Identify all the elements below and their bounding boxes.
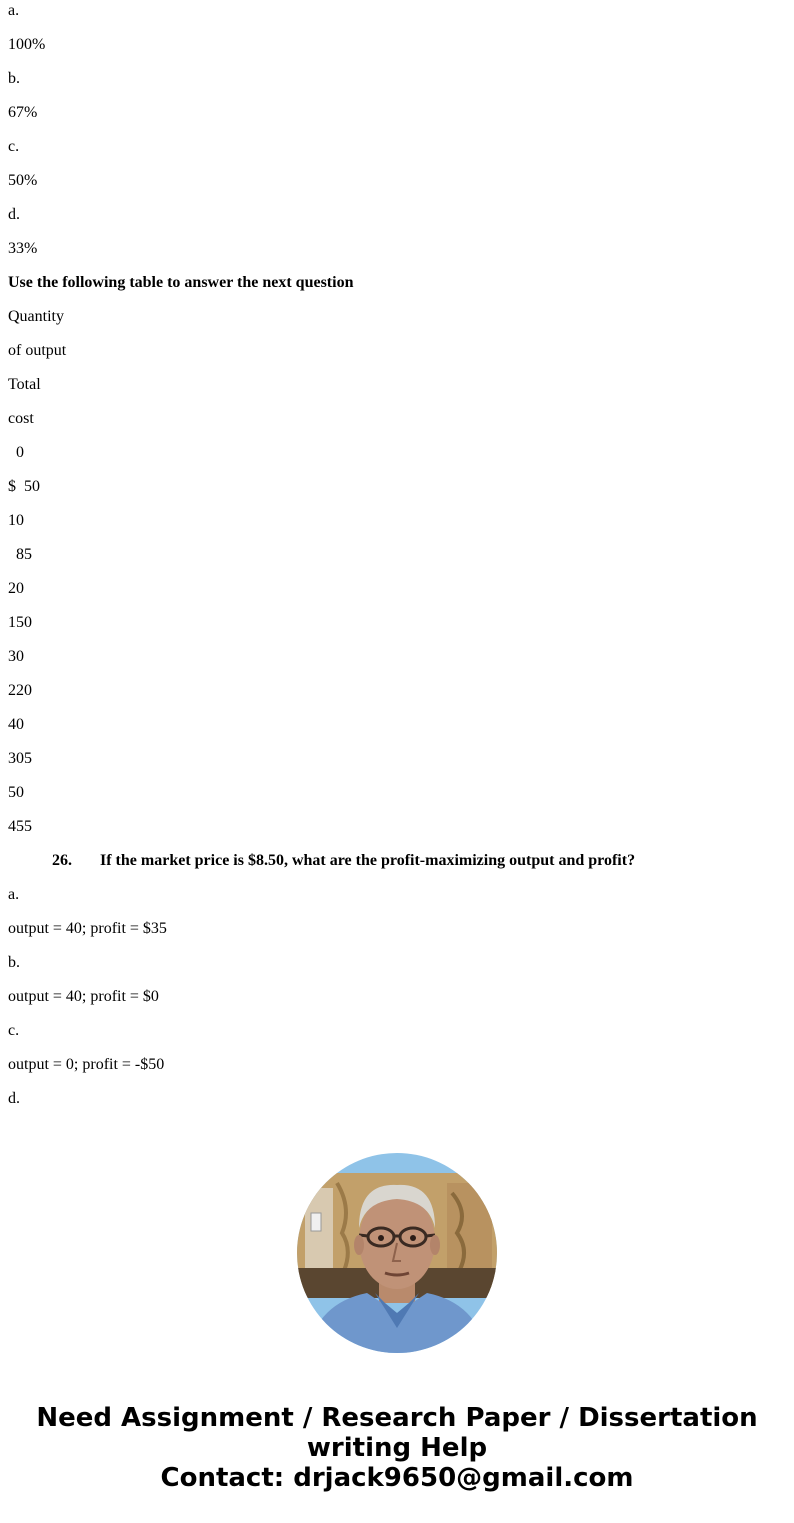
table-header-of-output: of output <box>8 342 67 359</box>
table-cell-quantity: 30 <box>8 648 24 665</box>
table-cell-quantity: 20 <box>8 580 24 597</box>
answer-b-text: output = 40; profit = $0 <box>8 988 159 1005</box>
answer-a-text: output = 40; profit = $35 <box>8 920 167 937</box>
option-c-letter: c. <box>8 138 20 155</box>
avatar <box>297 1153 497 1353</box>
contact-line-1: Need Assignment / Research Paper / Dissertation <box>36 1403 758 1433</box>
table-cell-quantity: 40 <box>8 716 24 733</box>
table-header-cost: cost <box>8 410 34 427</box>
option-d-letter: d. <box>8 206 20 223</box>
table-cell-quantity: 10 <box>8 512 24 529</box>
answer-c-text: output = 0; profit = -$50 <box>8 1056 165 1073</box>
table-intro: Use the following table to answer the next question <box>8 274 354 291</box>
contact-banner <box>0 1403 794 1493</box>
table-cell-quantity: 50 <box>8 784 24 801</box>
answer-d-letter: d. <box>8 1090 20 1107</box>
table-header-total: Total <box>8 376 41 393</box>
option-b-text: 67% <box>8 104 38 121</box>
table-header-quantity: Quantity <box>8 308 64 325</box>
table-cell-cost: 305 <box>8 750 32 767</box>
table-cell-cost: $ 50 <box>8 478 40 495</box>
answer-a-letter: a. <box>8 886 20 903</box>
portrait-illustration <box>297 1153 497 1353</box>
answer-b-letter: b. <box>8 954 20 971</box>
contact-line-2: writing Help <box>306 1433 488 1463</box>
option-c-text: 50% <box>8 172 38 189</box>
option-d-text: 33% <box>8 240 38 257</box>
table-cell-quantity: 0 <box>8 444 24 461</box>
question-26 <box>8 850 786 884</box>
table-cell-cost: 455 <box>8 818 32 835</box>
table-cell-cost: 150 <box>8 614 32 631</box>
contact-email: Contact: drjack9650@gmail.com <box>160 1463 634 1493</box>
table-cell-cost: 220 <box>8 682 32 699</box>
option-a-letter: a. <box>8 2 20 19</box>
document-body <box>8 0 786 1122</box>
question-number: 26. <box>52 852 72 869</box>
table-cell-cost: 85 <box>8 546 32 563</box>
answer-c-letter: c. <box>8 1022 20 1039</box>
question-text: If the market price is $8.50, what are the profit-maximizing output and profit? <box>100 852 636 869</box>
option-a-text: 100% <box>8 36 46 53</box>
option-b-letter: b. <box>8 70 20 87</box>
